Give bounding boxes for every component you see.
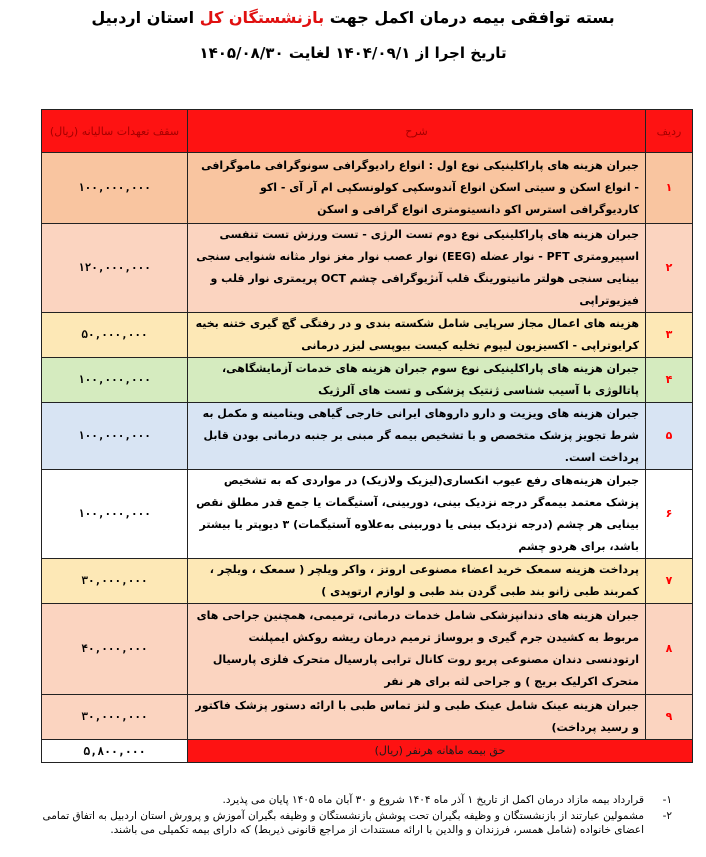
row-description: جبران هزینه های پاراکلینیکی نوع اول : انواع رادیوگرافی سونوگرافی ماموگرافی - انواع اسکن و سیتی اسکن انواع آندوسکپی کولونسکپی ام آر آی - اکو کاردیوگرافی استرس اکو دانسیتومتری انواع گرافی و اسکن: [188, 153, 646, 224]
footnote-text: قرارداد بیمه مازاد درمان اکمل از تاریخ ۱ آذر ماه ۱۴۰۴ شروع و ۳۰ آبان ماه ۱۴۰۵ پایان می پذیرد.: [222, 794, 644, 806]
row-number: ۴: [646, 358, 693, 403]
total-row: [42, 740, 693, 763]
table-row: [42, 153, 693, 224]
table-header-row: [42, 110, 693, 153]
table-row: [42, 313, 693, 358]
row-number: ۶: [646, 470, 693, 559]
row-description: جبران هزینه عینک شامل عینک طبی و لنز تماس طبی با ارائه دستور پزشک فاکتور و رسید پرداخت): [188, 695, 646, 740]
row-amount: ۱۰۰,۰۰۰,۰۰۰: [42, 470, 188, 559]
row-description: پرداخت هزینه سمعک خرید اعضاء مصنوعی اروتز ، واکر ویلچر ( سمعک ، ویلچر ، کمربند طبی زانو بند طبی گردن بند طبی و لوازم ارتوپدی ): [188, 559, 646, 604]
footnote-number: ۲-: [662, 810, 672, 822]
row-description: هزینه های اعمال مجاز سرپایی شامل شکسته بندی و در رفتگی گچ گیری ختنه بخیه کرایوتراپی - اکسیزیون لیپوم تخلیه کیست بیوپسی لیزر درمانی: [188, 313, 646, 358]
page-subtitle: تاریخ اجرا از ۱۴۰۴/۰۹/۱ لغایت ۱۴۰۵/۰۸/۳۰: [199, 44, 507, 62]
title-part-1: بسته توافقی بیمه درمان اکمل جهت: [329, 8, 615, 27]
table-row: [42, 224, 693, 313]
row-amount: ۵۰,۰۰۰,۰۰۰: [42, 313, 188, 358]
title-part-3: استان اردبیل: [91, 8, 195, 27]
row-amount: ۴۰,۰۰۰,۰۰۰: [42, 604, 188, 695]
footnote-number: ۱-: [662, 794, 672, 806]
table-row: [42, 559, 693, 604]
coverage-table: [41, 109, 693, 763]
page-title: [0, 8, 706, 27]
row-number: ۱: [646, 153, 693, 224]
row-number: ۸: [646, 604, 693, 695]
row-description: جبران هزینه های دندانپزشکی شامل خدمات درمانی، ترمیمی، همچنین جراحی های مربوط به کشیدن جرم گیری و بروساژ ترمیم درمان ریشه روکش ایمپلنت ارتودنسی دندان مصنوعی پریو روت کانال ترابی پارسیال متحرک فلزی پارسیال متحرک اکرلیک بریج ) و جراحی لثه برای هر نفر: [188, 604, 646, 695]
table-row: [42, 604, 693, 695]
table-row: [42, 403, 693, 470]
total-label: حق بیمه ماهانه هرنفر (ریال): [188, 740, 693, 763]
row-amount: ۱۰۰,۰۰۰,۰۰۰: [42, 358, 188, 403]
row-amount: ۱۰۰,۰۰۰,۰۰۰: [42, 153, 188, 224]
row-amount: ۱۲۰,۰۰۰,۰۰۰: [42, 224, 188, 313]
footnote-item: [20, 809, 672, 837]
column-header-amount: سقف تعهدات سالیانه (ریال): [42, 110, 188, 153]
total-amount: ۵,۸۰۰,۰۰۰: [42, 740, 188, 763]
row-number: ۳: [646, 313, 693, 358]
row-number: ۲: [646, 224, 693, 313]
row-number: ۵: [646, 403, 693, 470]
row-amount: ۳۰,۰۰۰,۰۰۰: [42, 559, 188, 604]
table-row: [42, 470, 693, 559]
row-number: ۹: [646, 695, 693, 740]
column-header-desc: شرح: [188, 110, 646, 153]
table-row: [42, 695, 693, 740]
footnote-text: مشمولین عبارتند از بازنشستگان و وظیفه بگیران تحت پوشش بازنشستگان و وظیفه بگیران آموزش و پرورش استان اردبیل به اتفاق تمامی اعضای خانواده (شامل همسر، فرزندان و والدین با ارائه مستندات از مراجع قانونی ذیربط) که دارای بیمه تکمیلی می باشند.: [42, 810, 644, 836]
row-description: جبران هزینه‌های رفع عیوب انکساری(لیزیک ولازیک) در مواردی که به تشخیص پزشک معتمد بیمه‌گر درجه نزدیک بینی، دوربینی، آستیگمات یا جمع قدر مطلق نقص بینایی هر چشم (درجه نزدیک بینی یا دوربینی به‌علاوه آستیگمات) ۳ دیوپتر یا بیشتر باشد، برای هردو چشم: [188, 470, 646, 559]
table-row: [42, 358, 693, 403]
row-number: ۷: [646, 559, 693, 604]
title-highlight: بازنشستگان کل: [199, 8, 325, 27]
row-description: جبران هزینه های ویزیت و دارو داروهای ایرانی خارجی گیاهی ویتامینه و مکمل به شرط تجویز پزشک متخصص و با تشخیص بیمه گر مبنی بر جنبه درمانی بودن قابل پرداخت است.: [188, 403, 646, 470]
row-description: جبران هزینه های پاراکلینیکی نوع دوم تست الرژی - تست ورزش تست تنفسی اسپیرومتری PFT - نوار عضله (EEG) نوار عصب نوار مغز نوار مثانه شنوایی سنجی بینایی سنجی هولتر مانیتورینگ قلب آنژیوگرافی چشم OCT پریمتری نوار قلب و فیزیوتراپی: [188, 224, 646, 313]
row-amount: ۳۰,۰۰۰,۰۰۰: [42, 695, 188, 740]
row-amount: ۱۰۰,۰۰۰,۰۰۰: [42, 403, 188, 470]
footnote-item: [20, 793, 672, 807]
row-description: جبران هزینه های پاراکلینیکی نوع سوم جبران هزینه های خدمات آزمایشگاهی، پاتالوژی با آسیب شناسی ژنتیک پزشکی و تست های آلرژیک: [188, 358, 646, 403]
column-header-row: ردیف: [646, 110, 693, 153]
footnotes: [20, 793, 672, 839]
